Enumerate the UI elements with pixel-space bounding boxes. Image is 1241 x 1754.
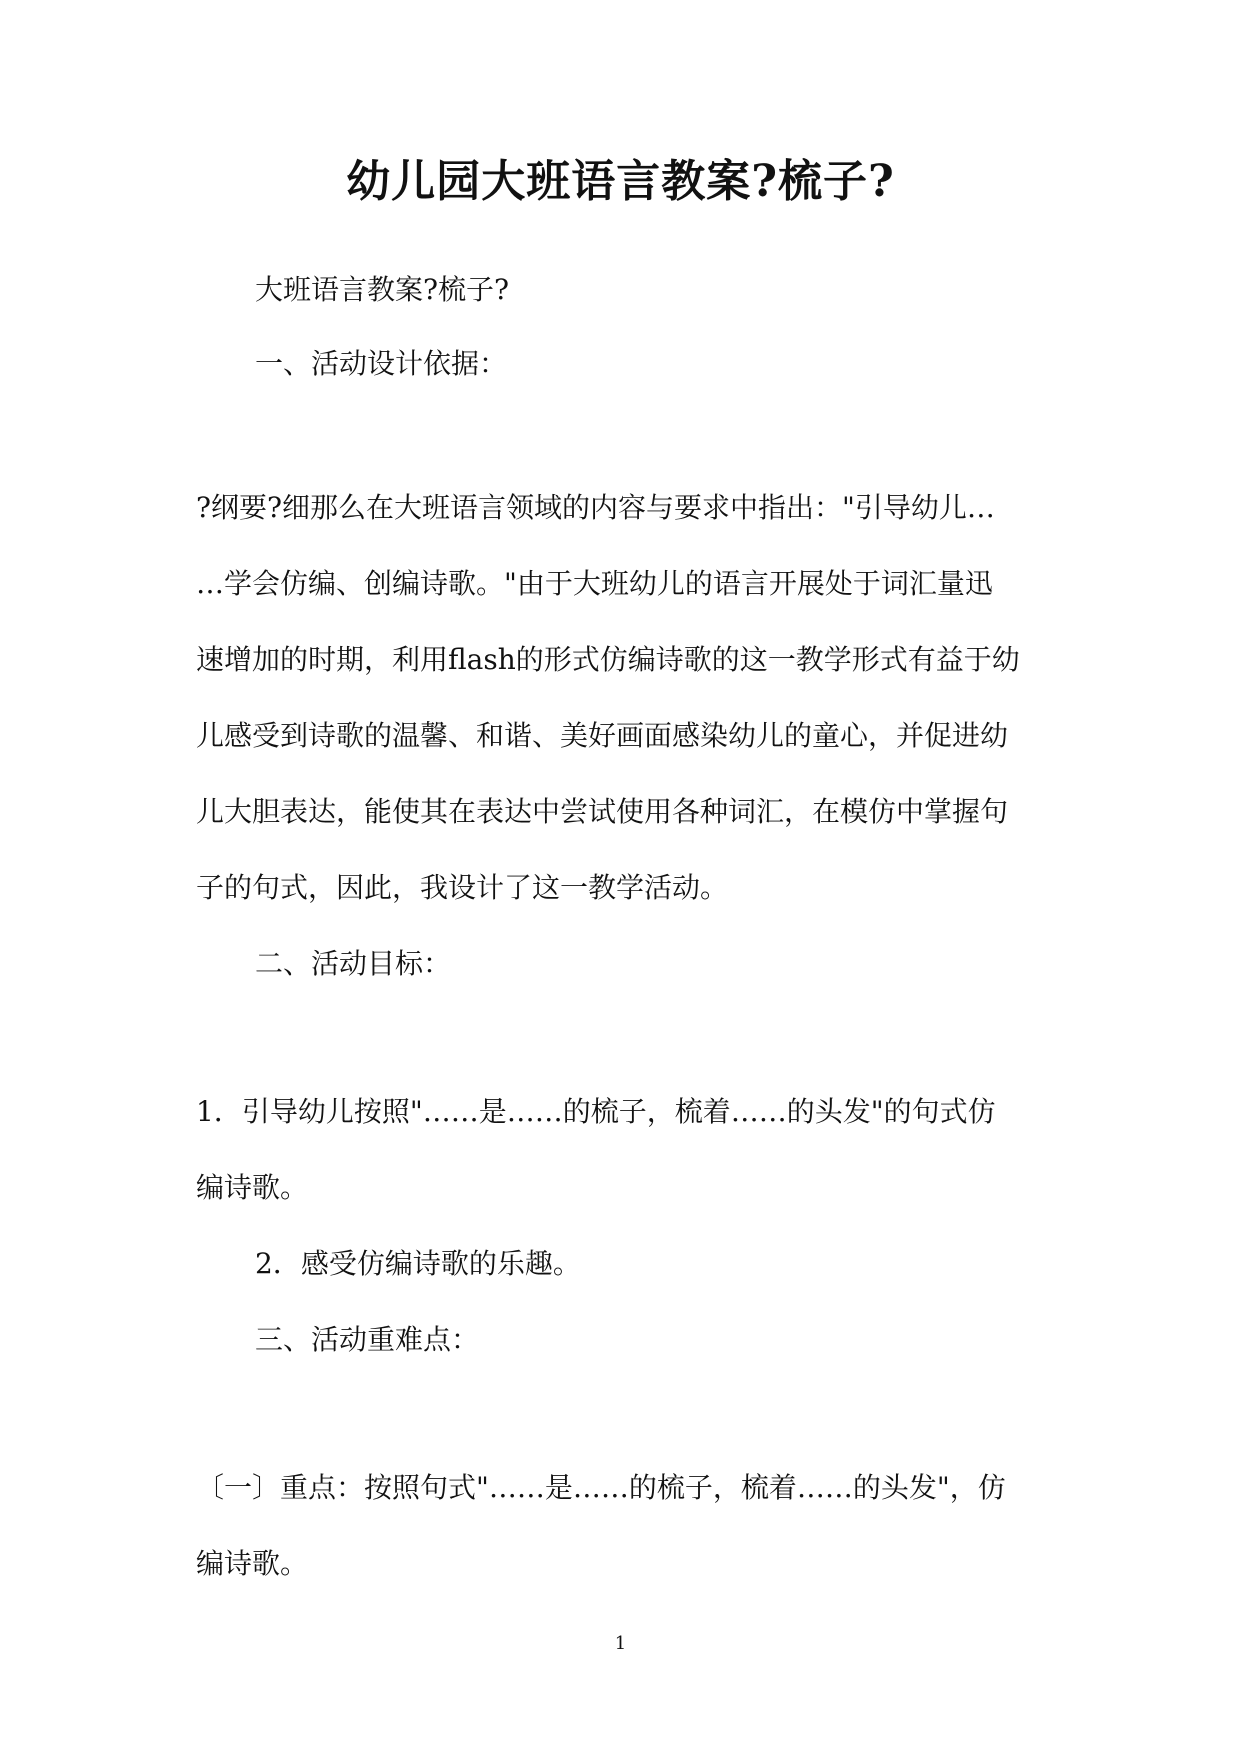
subtitle-line: 大班语言教案?梳子? bbox=[255, 273, 510, 306]
paragraph-line-2: …学会仿编、创编诗歌。"由于大班幼儿的语言开展处于词汇量迅 bbox=[196, 567, 993, 600]
goal-item-1-line-1: 1．引导幼儿按照"……是……的梳子，梳着……的头发"的句式仿 bbox=[196, 1095, 996, 1128]
key-point-line-2: 编诗歌。 bbox=[196, 1547, 309, 1580]
page-number: 1 bbox=[614, 1633, 627, 1654]
paragraph-line-6: 子的句式，因此，我设计了这一教学活动。 bbox=[196, 871, 729, 904]
section-heading-1: 一、活动设计依据： bbox=[255, 347, 508, 380]
goal-item-2: 2．感受仿编诗歌的乐趣。 bbox=[255, 1247, 581, 1280]
paragraph-line-3: 速增加的时期，利用flash的形式仿编诗歌的这一教学形式有益于幼 bbox=[196, 643, 1020, 676]
paragraph-line-4: 儿感受到诗歌的温馨、和谐、美好画面感染幼儿的童心，并促进幼 bbox=[196, 719, 1009, 752]
goal-item-1-line-2: 编诗歌。 bbox=[196, 1171, 309, 1204]
document-title: 幼儿园大班语言教案?梳子? bbox=[346, 156, 895, 207]
key-point-line-1: 〔一〕重点：按照句式"……是……的梳子，梳着……的头发"，仿 bbox=[196, 1471, 1006, 1504]
section-heading-2: 二、活动目标： bbox=[255, 947, 452, 980]
paragraph-line-1: ?纲要?细那么在大班语言领域的内容与要求中指出："引导幼儿… bbox=[196, 491, 995, 524]
section-heading-3: 三、活动重难点： bbox=[255, 1323, 480, 1356]
paragraph-line-5: 儿大胆表达，能使其在表达中尝试使用各种词汇，在模仿中掌握句 bbox=[196, 795, 1009, 828]
